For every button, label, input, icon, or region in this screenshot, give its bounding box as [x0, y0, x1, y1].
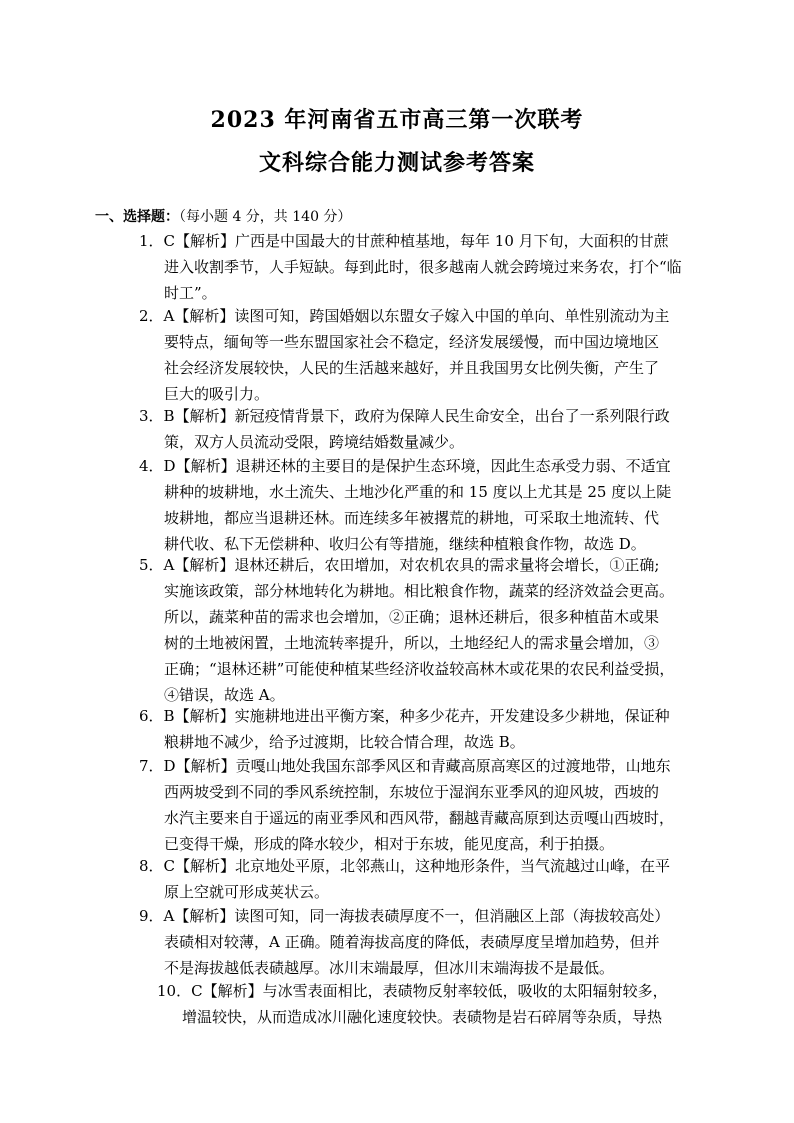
answer-item [157, 978, 703, 1030]
answer-line: 实施该政策，部分林地转化为耕地。相比粮食作物，蔬菜的经济效益会更高。 [164, 582, 675, 600]
answer-item [139, 753, 703, 857]
answer-item [139, 403, 703, 455]
answer-line: 10．C【解析】与冰雪表面相比，表碛物反射率较低，吸收的太阳辐射较多， [157, 982, 668, 1000]
answer-line: 增温较快，从而造成冰川融化速度较快。表碛物是岩石碎屑等杂质，导热 [182, 1008, 663, 1026]
answer-line: 西两坡受到不同的季风系统控制，东坡位于湿润东亚季风的迎风坡，西坡的 [164, 783, 660, 801]
answer-line: 不是海拔越低表碛越厚。冰川末端最厚，但冰川末端海拔不是最低。 [164, 959, 615, 977]
answer-line: 社会经济发展较快，人民的生活越来越好，并且我国男女比例失衡，产生了 [164, 359, 660, 377]
answer-line: 树的土地被闲置，土地流转率提升，所以，土地经纪人的需求量会增加，③ [164, 634, 660, 652]
answer-line: 表碛相对较薄，A 正确。随着海拔高度的降低，表碛厚度呈增加趋势，但并 [164, 933, 660, 951]
answer-line: ④错误，故选 A。 [164, 686, 285, 704]
page-title: 2023 年河南省五市高三第一次联考 [210, 107, 584, 133]
answer-line: 4．D【解析】退耕还林的主要目的是保护生态环境，因此生态承受力弱、不适宜 [139, 457, 671, 475]
section-heading-label: 一、选择题： [95, 209, 179, 225]
answer-item [139, 228, 703, 306]
answer-line: 耕代收、私下无偿耕种、收归公有等措施，继续种植粮食作物，故选 D。 [164, 535, 646, 553]
answer-line: 5．A【解析】退林还耕后，农田增加，对农机农具的需求量将会增长，①正确; [139, 556, 660, 574]
answer-line: 要特点，缅甸等一些东盟国家社会不稳定，经济发展缓慢，而中国边境地区 [164, 333, 660, 351]
answer-line: 巨大的吸引力。 [164, 385, 270, 403]
answer-line: 时工”。 [164, 284, 217, 302]
answer-line: 7．D【解析】贡嘎山地处我国东部季风区和青藏高原高寒区的过渡地带，山地东 [139, 757, 671, 775]
page-subtitle: 文科综合能力测试参考答案 [258, 150, 535, 176]
answer-line: 进入收割季节，人手短缺。每到此时，很多越南人就会跨境过来务农，打个“临 [164, 258, 682, 276]
answer-item [139, 703, 703, 755]
answer-line: 1．C【解析】广西是中国最大的甘蔗种植基地，每年 10 月下旬，大面积的甘蔗 [139, 232, 669, 250]
section-heading [95, 206, 351, 226]
answer-line: 正确；“退林还耕”可能使种植某些经济收益较高林木或花果的农民利益受损， [164, 660, 675, 678]
answer-line: 9．A【解析】读图可知，同一海拔表碛厚度不一，但消融区上部（海拔较高处） [139, 907, 670, 925]
answer-line: 6．B【解析】实施耕地进出平衡方案，种多少花卉，开发建设多少耕地，保证种 [139, 707, 670, 725]
answer-line: 原上空就可形成荚状云。 [164, 883, 330, 901]
answer-item [139, 853, 703, 905]
answer-line: 策，双方人员流动受限，跨境结婚数量减少。 [164, 433, 465, 451]
answer-line: 已变得干燥，形成的降水较少，相对于东坡，能见度高，利于拍摄。 [164, 835, 615, 853]
answer-line: 3．B【解析】新冠疫情背景下，政府为保障人民生命安全，出台了一系列限行政 [139, 407, 670, 425]
answer-item [139, 903, 703, 981]
section-heading-note: （每小题 4 分，共 140 分） [179, 209, 352, 225]
answer-line: 8．C【解析】北京地处平原，北邻燕山，这种地形条件，当气流越过山峰，在平 [139, 857, 671, 875]
answer-line: 2．A【解析】读图可知，跨国婚姻以东盟女子嫁入中国的单向、单性别流动为主 [139, 307, 670, 325]
answer-line: 粮耕地不减少，给予过渡期，比较合情合理，故选 B。 [164, 733, 525, 751]
answer-line: 所以，蔬菜种苗的需求也会增加，②正确；退林还耕后，很多种植苗木或果 [164, 608, 660, 626]
answer-item [139, 552, 703, 708]
answer-line: 坡耕地，都应当退耕还林。而连续多年被撂荒的耕地，可采取土地流转、代 [164, 509, 660, 527]
answer-item [139, 303, 703, 407]
answer-item [139, 453, 703, 557]
answer-line: 耕种的坡耕地，水土流失、土地沙化严重的和 15 度以上尤其是 25 度以上陡 [164, 483, 672, 501]
answer-line: 水汽主要来自于遥远的南亚季风和西风带，翻越青藏高原到达贡嘎山西坡时， [164, 809, 675, 827]
